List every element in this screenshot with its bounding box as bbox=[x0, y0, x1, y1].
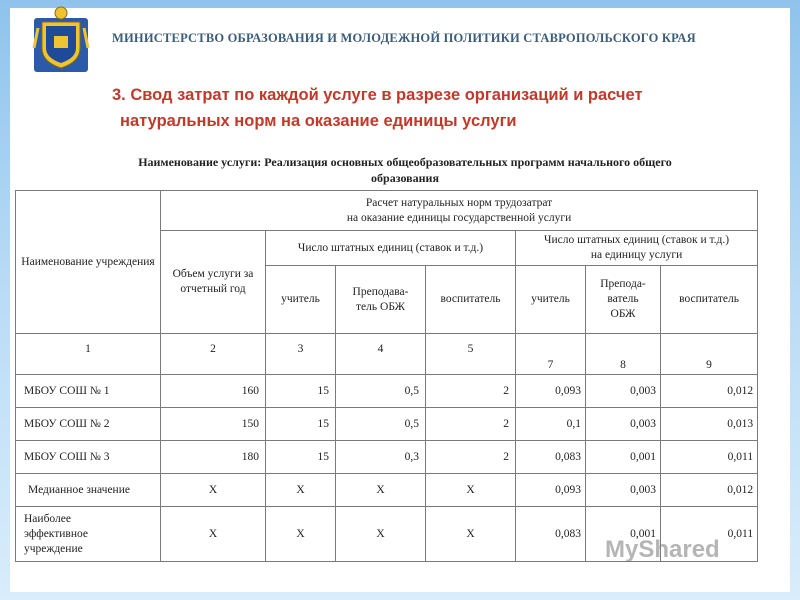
table-row bbox=[16, 375, 758, 408]
cell: 0,083 bbox=[516, 507, 586, 562]
coat-of-arms-icon bbox=[32, 4, 90, 74]
service-name bbox=[40, 154, 770, 186]
header-main-line-2: на оказание единицы государственной услуги bbox=[346, 211, 572, 224]
header-per-unit-group bbox=[516, 231, 758, 266]
column-number: 2 bbox=[161, 334, 266, 375]
header-main-line-1: Расчет натуральных норм трудозатрат bbox=[365, 196, 553, 209]
header-obzh2-line-3: ОБЖ bbox=[610, 308, 636, 320]
cell: 2 bbox=[426, 408, 516, 441]
header-teacher: учитель bbox=[266, 266, 336, 334]
row-name: МБОУ СОШ № 1 bbox=[16, 375, 161, 408]
row-name: МБОУ СОШ № 3 bbox=[16, 441, 161, 474]
cell: 0,003 bbox=[586, 474, 661, 507]
service-line-2: образования bbox=[371, 171, 439, 185]
cell: Х bbox=[336, 507, 426, 562]
title-line-2: натуральных норм на оказание единицы услуги bbox=[120, 112, 517, 130]
header-obzh-line-1: Преподава- bbox=[352, 285, 409, 298]
cell: 0,011 bbox=[661, 441, 758, 474]
watermark-text: MyShared bbox=[605, 536, 720, 563]
median-row bbox=[16, 474, 758, 507]
table-row bbox=[16, 441, 758, 474]
median-name: Медианное значение bbox=[16, 474, 161, 507]
header-units-group: Число штатных единиц (ставок и т.д.) bbox=[266, 231, 516, 266]
header-educator: воспитатель bbox=[426, 266, 516, 334]
column-number: 1 bbox=[16, 334, 161, 375]
cost-table bbox=[15, 190, 758, 562]
cell: 0,013 bbox=[661, 408, 758, 441]
header-obzh-line-2: тель ОБЖ bbox=[356, 300, 405, 313]
efficient-line-1: Наиболее bbox=[24, 512, 71, 525]
cell: 0,5 bbox=[336, 375, 426, 408]
column-number: 3 bbox=[266, 334, 336, 375]
cell: 0,001 bbox=[586, 441, 661, 474]
cell: 0,093 bbox=[516, 474, 586, 507]
cell: 160 bbox=[161, 375, 266, 408]
header-per-unit-line-2: на единицу услуги bbox=[590, 249, 683, 261]
cell: 0,003 bbox=[586, 375, 661, 408]
ministry-heading: МИНИСТЕРСТВО ОБРАЗОВАНИЯ И МОЛОДЕЖНОЙ ПОЛИТИКИ СТАВРОПОЛЬСКОГО КРАЯ bbox=[112, 31, 696, 45]
column-number: 5 bbox=[426, 334, 516, 375]
page-title bbox=[112, 82, 732, 134]
cell: Х bbox=[426, 507, 516, 562]
cell: 150 bbox=[161, 408, 266, 441]
table-row bbox=[16, 408, 758, 441]
cell: 0,083 bbox=[516, 441, 586, 474]
header-obzh2-line-1: Препода- bbox=[600, 278, 646, 290]
service-line-1: Наименование услуги: Реализация основных общеобразовательных программ начального общего bbox=[138, 155, 672, 169]
header-teacher-per-unit: учитель bbox=[516, 266, 586, 334]
efficient-line-3: учреждение bbox=[24, 542, 83, 555]
efficient-name bbox=[16, 507, 161, 562]
cell: 15 bbox=[266, 375, 336, 408]
cell: 2 bbox=[426, 375, 516, 408]
header-per-unit-line-1: Число штатных единиц (ставок и т.д.) bbox=[543, 234, 730, 246]
efficient-line-2: эффективное bbox=[24, 527, 89, 540]
cell: Х bbox=[426, 474, 516, 507]
column-numbers-row bbox=[16, 334, 758, 375]
cell: Х bbox=[266, 474, 336, 507]
header-educator-per-unit: воспитатель bbox=[661, 266, 758, 334]
cell: 0,1 bbox=[516, 408, 586, 441]
header-institution: Наименование учреждения bbox=[16, 191, 161, 334]
cell: 0,003 bbox=[586, 408, 661, 441]
row-name: МБОУ СОШ № 2 bbox=[16, 408, 161, 441]
column-number: 4 bbox=[336, 334, 426, 375]
header-volume: Объем услуги за отчетный год bbox=[161, 231, 266, 334]
cell: 15 bbox=[266, 408, 336, 441]
cell: 0,001 bbox=[586, 507, 661, 562]
column-number: 9 bbox=[661, 334, 758, 375]
watermark bbox=[605, 536, 775, 570]
cell: 0,012 bbox=[661, 474, 758, 507]
column-number: 7 bbox=[516, 334, 586, 375]
column-number: 8 bbox=[586, 334, 661, 375]
cell: 2 bbox=[426, 441, 516, 474]
cell: 180 bbox=[161, 441, 266, 474]
header-main-group bbox=[161, 191, 758, 231]
cell: 0,011 bbox=[661, 507, 758, 562]
header-obzh bbox=[336, 266, 426, 334]
cell: 0,093 bbox=[516, 375, 586, 408]
title-line-1: 3. Свод затрат по каждой услуге в разрезе организаций и расчет bbox=[112, 86, 643, 104]
cell: Х bbox=[266, 507, 336, 562]
cell: 0,012 bbox=[661, 375, 758, 408]
cell: Х bbox=[161, 474, 266, 507]
cell: 15 bbox=[266, 441, 336, 474]
header-obzh-per-unit bbox=[586, 266, 661, 334]
cell: Х bbox=[161, 507, 266, 562]
cell: 0,5 bbox=[336, 408, 426, 441]
cell: 0,3 bbox=[336, 441, 426, 474]
header-obzh2-line-2: ватель bbox=[607, 293, 639, 305]
cell: Х bbox=[336, 474, 426, 507]
